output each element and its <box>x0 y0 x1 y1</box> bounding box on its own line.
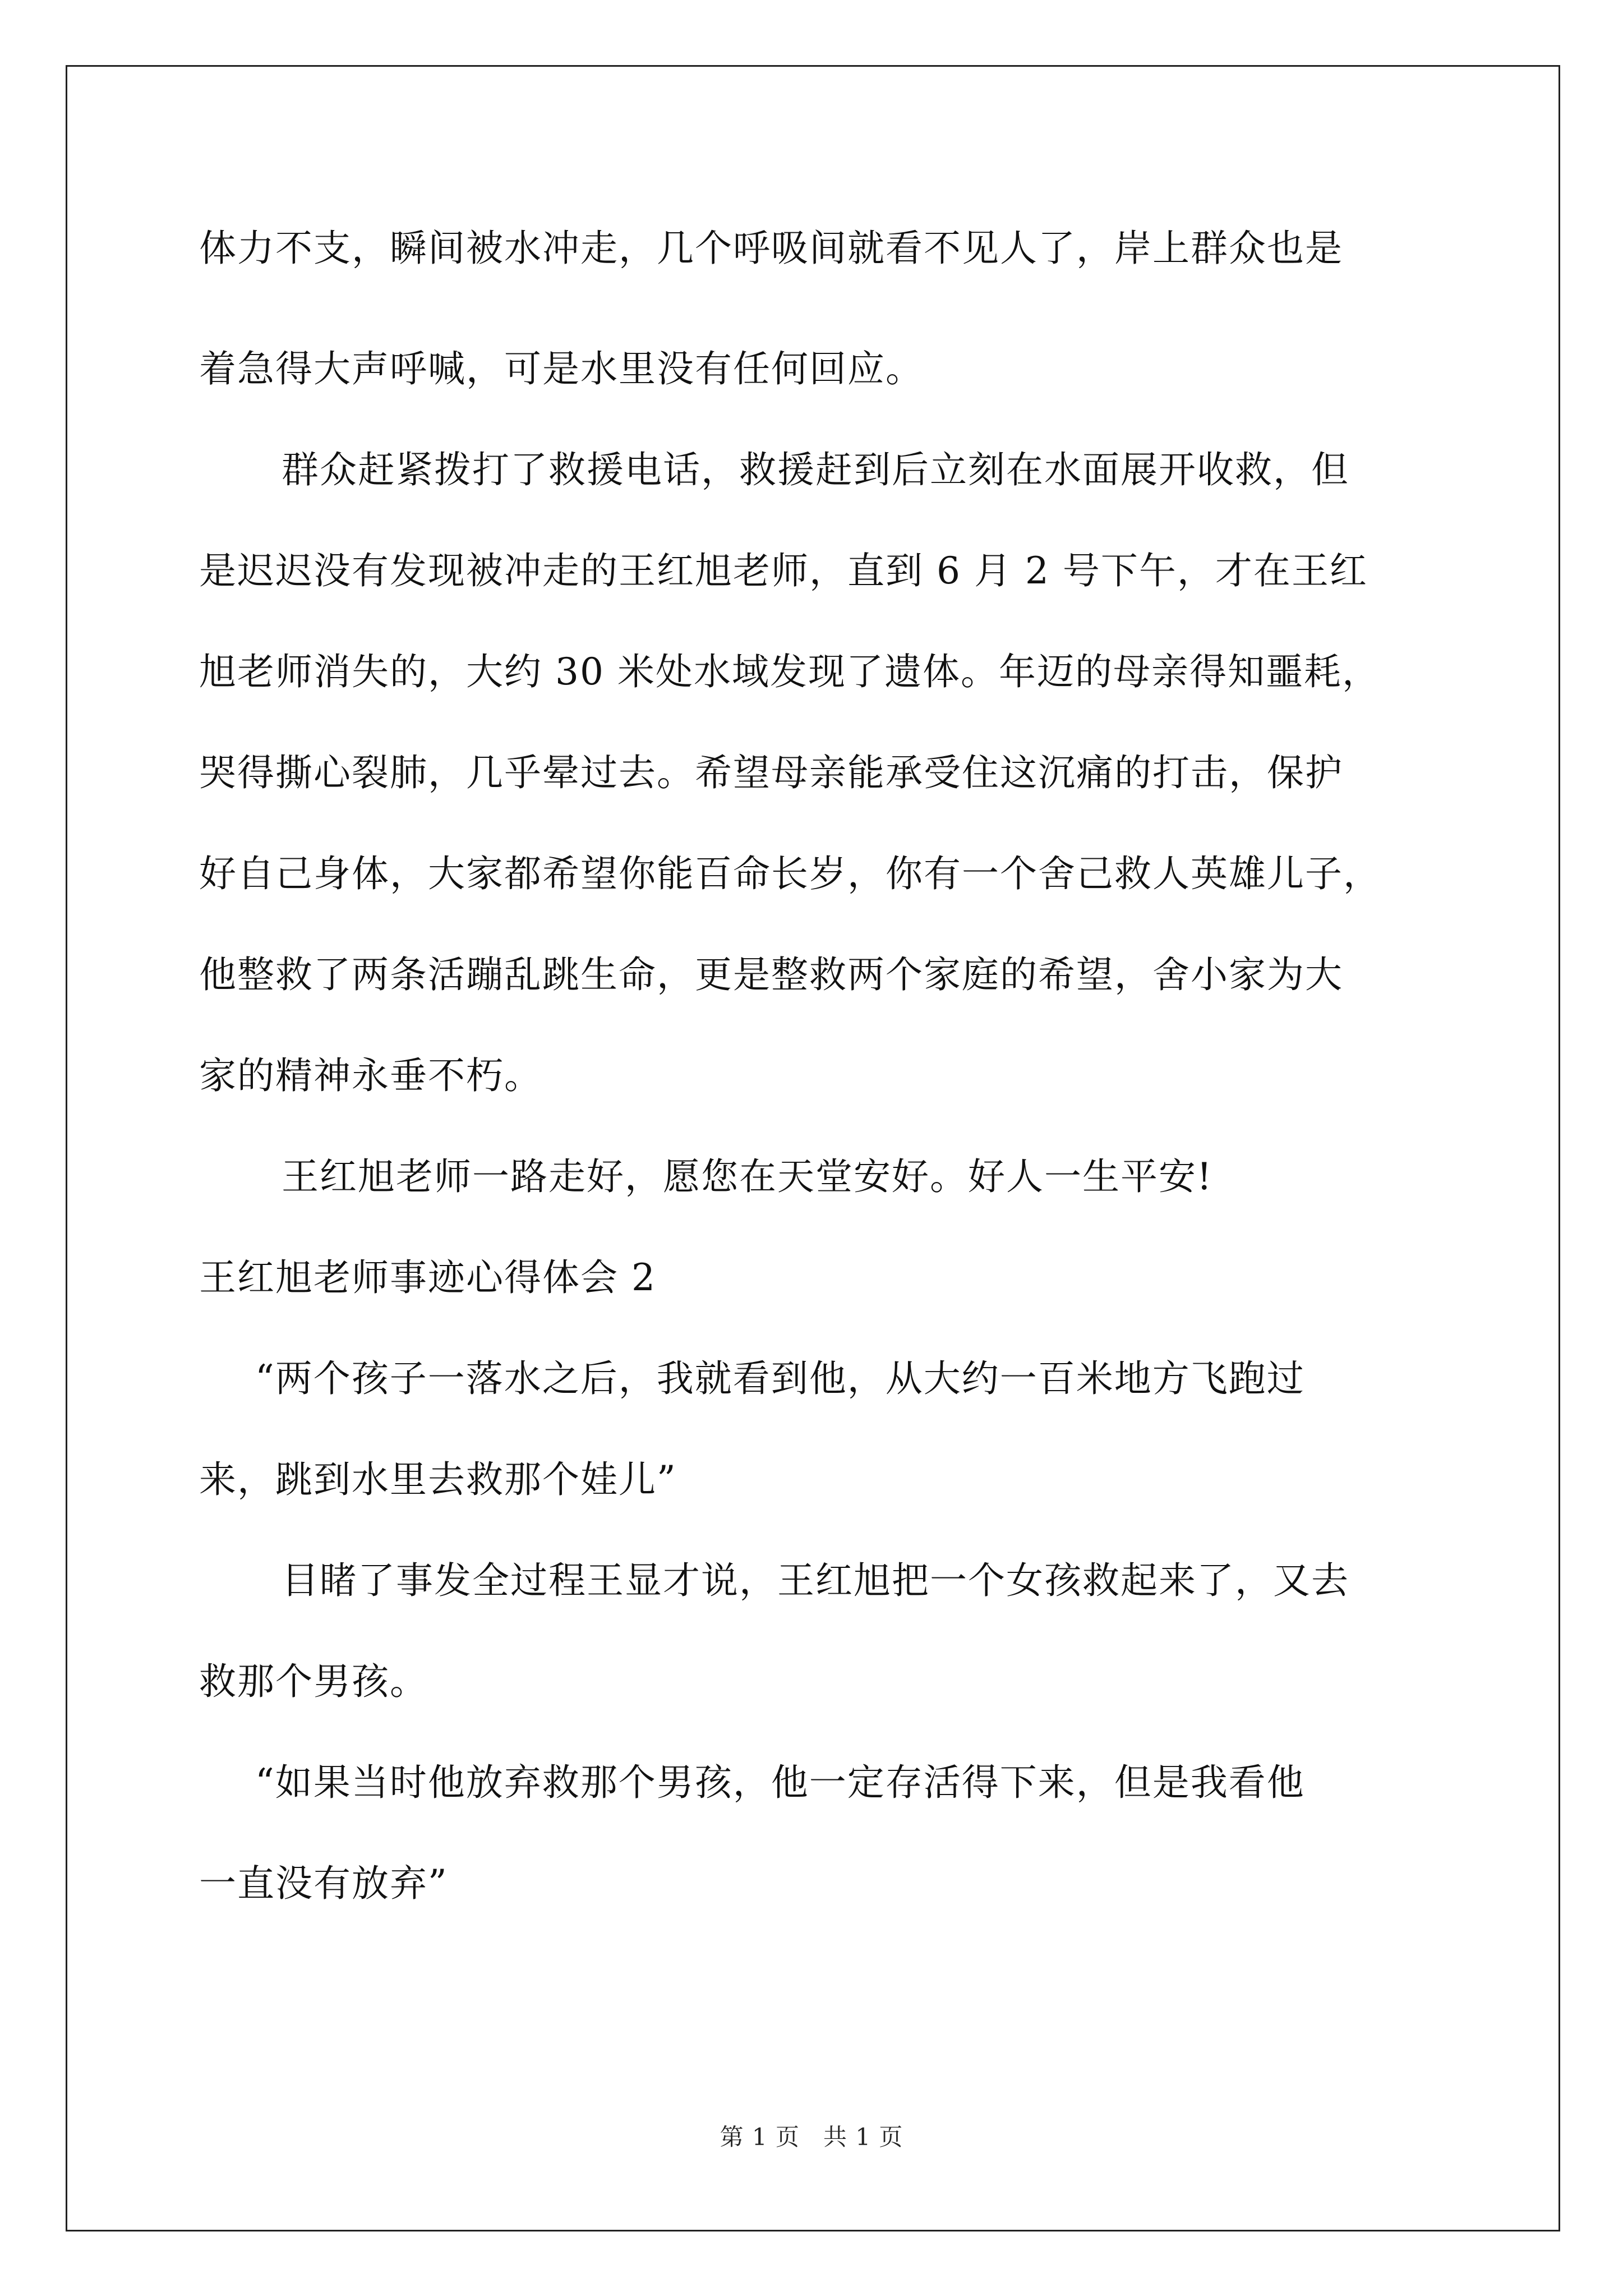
body-text-line: 他整救了两条活蹦乱跳生命，更是整救两个家庭的希望，舍小家为大 <box>199 953 1343 996</box>
body-text-line: 是迟迟没有发现被冲走的王红旭老师，直到 6 月 2 号下午，才在王红 <box>199 549 1368 592</box>
quote-line: “两个孩子一落水之后，我就看到他，从大约一百米地方飞跑过 <box>255 1357 1305 1400</box>
body-text-line: 家的精神永垂不朽。 <box>199 1054 542 1097</box>
body-text-line: 哭得撕心裂肺，几乎晕过去。希望母亲能承受住这沉痛的打击，保护 <box>199 751 1343 794</box>
page-footer <box>0 2120 1623 2154</box>
body-text-line: 体力不支，瞬间被水冲走，几个呼吸间就看不见人了，岸上群众也是 <box>199 227 1343 270</box>
page-total: 共 1 页 <box>823 2123 903 2151</box>
paragraph-first-line: 王红旭老师一路走好，愿您在天堂安好。好人一生平安! <box>282 1155 1213 1198</box>
body-text-line: 一直没有放弃” <box>199 1862 448 1905</box>
paragraph-first-line: 目睹了事发全过程王显才说，王红旭把一个女孩救起来了，又去 <box>282 1559 1349 1602</box>
body-text-line: 来，跳到水里去救那个娃儿” <box>199 1458 677 1501</box>
section-title: 王红旭老师事迹心得体会 2 <box>199 1256 656 1299</box>
body-text-line: 好自己身体，大家都希望你能百命长岁，你有一个舍己救人英雄儿子， <box>199 852 1381 895</box>
body-text-line: 旭老师消失的，大约 30 米处水域发现了遗体。年迈的母亲得知噩耗， <box>199 650 1380 693</box>
body-text-line: 着急得大声呼喊，可是水里没有任何回应。 <box>199 347 924 390</box>
quote-line: “如果当时他放弃救那个男孩，他一定存活得下来，但是我看他 <box>255 1761 1305 1804</box>
body-text-line: 救那个男孩。 <box>199 1660 428 1703</box>
paragraph-first-line: 群众赶紧拨打了救援电话，救援赶到后立刻在水面展开收救，但 <box>282 448 1349 491</box>
page-number: 第 1 页 <box>720 2123 800 2151</box>
